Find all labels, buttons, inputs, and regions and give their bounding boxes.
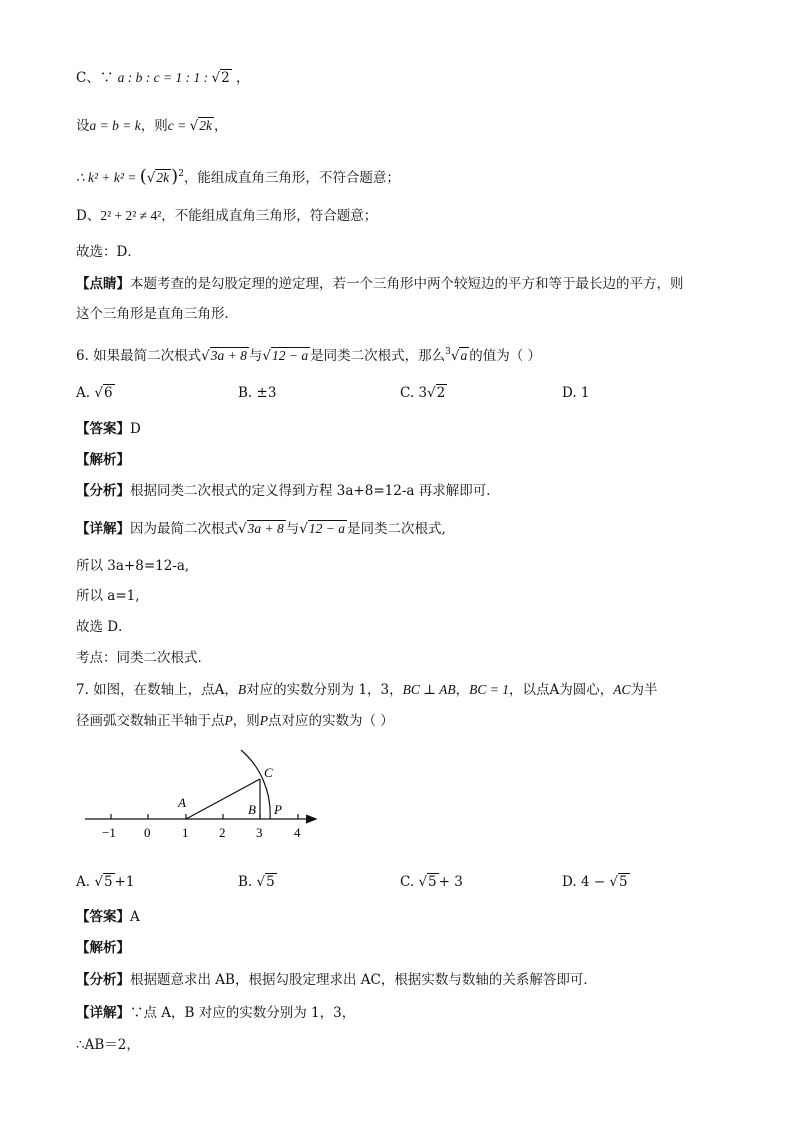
tick-label-4: 4 <box>294 825 301 840</box>
set-math: a = b = k <box>89 118 141 133</box>
q6-option-c-coef: 3 <box>418 385 428 401</box>
q7-stem-ac: AC <box>613 682 631 697</box>
q6-step-2: 所以 a=1, <box>76 588 140 604</box>
sqrt-symbol: √ <box>94 385 103 401</box>
q7-answer-tag: 【答案】 <box>76 909 130 925</box>
sqrt-symbol: √ <box>189 118 199 134</box>
note-text-1: 本题考查的是勾股定理的逆定理，若一个三角形中两个较短边的平方和等于最长边的平方，则 <box>130 276 684 292</box>
q6-cube-index: 3 <box>445 347 451 357</box>
q7-stem-d: ， <box>455 682 470 698</box>
d-text: ，不能组成直角三角形，符合题意； <box>161 208 378 224</box>
q6-stem-b: 与 <box>248 348 263 364</box>
q7-stem-p: P <box>224 713 233 728</box>
therefore-math: ∴ k² + k² = <box>76 170 140 185</box>
q7-stem-line2a: 径画弧交数轴正半轴于点 <box>76 713 225 729</box>
q6-stem-d: 的值为（ ） <box>469 348 542 364</box>
q6-analysis-tag: 【分析】 <box>76 483 130 499</box>
q7-option-c-label: C. <box>400 874 415 890</box>
q7-option-c <box>400 872 463 892</box>
q6-option-b-value: ±3 <box>256 385 277 401</box>
q7-option-b <box>238 872 277 892</box>
q6-cube-radicand: a <box>460 348 468 363</box>
q6-radicand-2: 12 − a <box>272 348 309 363</box>
d-line <box>76 206 377 226</box>
tick-label-1: 1 <box>182 825 189 840</box>
note-tag: 【点睛】 <box>76 276 130 292</box>
q6-stem-a: 6. 如果最简二次根式 <box>76 348 202 364</box>
sqrt-symbol: √ <box>211 70 221 86</box>
q6-kaodian: 考点：同类二次根式． <box>76 650 211 666</box>
q6-detail <box>76 519 446 539</box>
q6-stem <box>76 342 541 366</box>
paren-open: ( <box>139 166 147 187</box>
q7-stem-c: 对应的实数分别为 1，3， <box>246 682 403 698</box>
sqrt-symbol: √ <box>146 170 156 186</box>
q6-answer <box>76 419 141 439</box>
q6-detail-radicand-1: 3a + 8 <box>247 521 284 536</box>
q7-option-d-radicand: 5 <box>619 874 628 890</box>
q7-stem-f: 为半 <box>630 682 658 698</box>
q7-option-a-suffix: +1 <box>114 874 135 890</box>
q6-option-b-label: B. <box>238 385 253 401</box>
choose-d-line: 故选：D． <box>76 244 141 260</box>
q7-option-a <box>76 872 134 892</box>
therefore-line <box>76 164 400 188</box>
q6-option-c <box>400 383 447 403</box>
d-math: 2² + 2² ≠ 4² <box>100 208 162 223</box>
q7-option-d-prefix: 4 − <box>580 874 610 890</box>
tick-label-0: 0 <box>144 825 151 840</box>
q6-option-a-label: A. <box>76 385 91 401</box>
sqrt-symbol: √ <box>238 521 247 537</box>
q7-option-d-label: D. <box>562 874 577 890</box>
q6-step-3: 故选 D． <box>76 619 132 635</box>
paren-close: ) <box>171 166 179 187</box>
q7-analysis-tag: 【分析】 <box>76 972 130 988</box>
c-given-line <box>76 68 249 88</box>
set-mid: ，则 <box>140 118 168 134</box>
q7-stem-line2b: ，则 <box>232 713 260 729</box>
q6-jiexi: 【解析】 <box>76 452 130 468</box>
q7-stem-e: ，以点A为圆心， <box>508 682 614 698</box>
q7-detail-text: ∵点 A，B 对应的实数分别为 1，3， <box>130 1005 356 1021</box>
set-prefix: 设 <box>76 118 90 134</box>
set-suffix: ， <box>213 118 228 134</box>
q7-stem-b: B <box>237 682 247 697</box>
q7-stem-perp: BC ⊥ AB <box>402 682 456 697</box>
square-exponent: 2 <box>178 169 184 179</box>
q7-option-d <box>562 872 630 892</box>
q7-option-a-label: A. <box>76 874 91 890</box>
tick-label-3: 3 <box>256 825 263 840</box>
q6-detail-c: 是同类二次根式, <box>346 521 446 537</box>
point-label-c: C <box>264 765 273 780</box>
q7-detail <box>76 1003 355 1023</box>
q6-detail-a: 因为最简二次根式 <box>130 521 238 537</box>
q7-analysis-text: 根据题意求出 AB，根据勾股定理求出 AC，根据实数与数轴的关系解答即可． <box>130 972 597 988</box>
axis-arrow-icon <box>306 815 316 823</box>
q7-option-a-radicand: 5 <box>103 874 113 890</box>
q7-jiexi: 【解析】 <box>76 940 130 956</box>
q6-detail-tag: 【详解】 <box>76 521 130 537</box>
q6-answer-tag: 【答案】 <box>76 421 130 437</box>
q6-step-1: 所以 3a+8=12-a, <box>76 558 190 574</box>
sqrt-symbol: √ <box>94 874 103 890</box>
q6-radicand-1: 3a + 8 <box>210 348 247 363</box>
q6-stem-c: 是同类二次根式，那么 <box>310 348 446 364</box>
q7-stem-bc: BC = 1 <box>469 682 509 697</box>
number-line-figure <box>80 742 330 847</box>
q7-answer <box>76 907 140 927</box>
set-radicand: 2k <box>199 118 212 133</box>
q6-option-a <box>76 383 115 403</box>
sqrt-symbol: √ <box>450 348 460 364</box>
tick-label-2: 2 <box>219 825 226 840</box>
q7-analysis <box>76 970 597 990</box>
c-given-prefix: C、∵ <box>76 70 114 86</box>
q6-detail-b: 与 <box>285 521 300 537</box>
q6-option-c-radicand: 2 <box>436 385 446 401</box>
c-given-radicand: 2 <box>221 70 230 86</box>
sqrt-symbol: √ <box>256 874 266 890</box>
c-given-suffix: ， <box>235 70 250 86</box>
c-given-math: a : b : c = 1 : 1 : <box>117 70 212 85</box>
q7-option-b-radicand: 5 <box>266 874 275 890</box>
sqrt-symbol: √ <box>418 874 428 890</box>
q7-stem-p2: P <box>259 713 268 728</box>
point-label-b: B <box>248 802 256 817</box>
set-line <box>76 116 227 136</box>
sqrt-symbol: √ <box>609 874 619 890</box>
set-c: c = <box>167 118 190 133</box>
q7-stem-line-1 <box>76 680 658 700</box>
q7-detail-tag: 【详解】 <box>76 1005 130 1021</box>
q7-step-1: ∴AB＝2， <box>76 1037 140 1053</box>
q6-option-a-radicand: 6 <box>103 385 113 401</box>
q7-answer-value: A <box>130 909 140 925</box>
note-line-2: 这个三角形是直角三角形． <box>76 306 238 322</box>
q7-option-c-radicand: 5 <box>428 874 437 890</box>
sqrt-symbol: √ <box>201 348 210 364</box>
q6-option-b <box>238 383 276 403</box>
sqrt-symbol: √ <box>262 348 272 364</box>
q6-option-d: D. 1 <box>562 385 590 401</box>
tick-label-neg1: −1 <box>102 825 116 840</box>
q7-stem-line2c: 点对应的实数为（ ） <box>268 713 394 729</box>
therefore-text: ，能组成直角三角形，不符合题意； <box>183 170 400 186</box>
therefore-radicand: 2k <box>156 170 170 185</box>
sqrt-symbol: √ <box>299 521 308 537</box>
q6-analysis <box>76 481 500 501</box>
q6-answer-value: D <box>130 421 141 437</box>
q7-option-b-label: B. <box>238 874 253 890</box>
d-prefix: D、 <box>76 208 101 224</box>
sqrt-symbol: √ <box>427 385 436 401</box>
q6-detail-radicand-2: 12 − a <box>308 521 345 536</box>
q7-option-c-suffix: + 3 <box>438 874 463 890</box>
point-label-a: A <box>178 795 186 810</box>
q6-option-c-label: C. <box>400 385 415 401</box>
q6-analysis-text: 根据同类二次根式的定义得到方程 3a+8=12-a 再求解即可． <box>130 483 500 499</box>
q7-stem-line-2 <box>76 711 394 731</box>
q7-stem-a: 7. 如图，在数轴上，点A， <box>76 682 238 698</box>
note-line-1 <box>76 274 684 294</box>
point-label-p: P <box>274 802 282 817</box>
